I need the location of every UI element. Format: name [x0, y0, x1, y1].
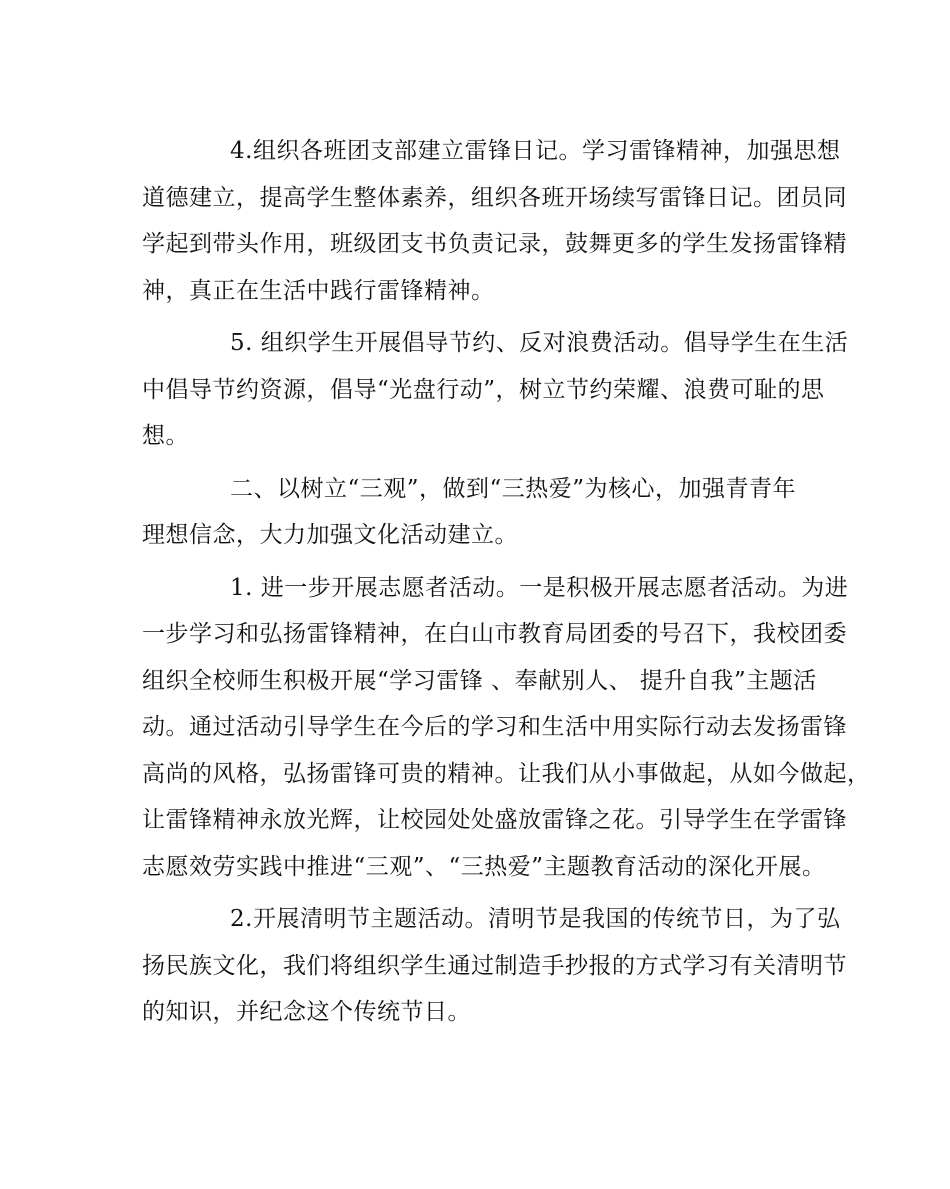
text-line: 组织全校师生积极开展“学习雷锋 、奉献别人、 提升自我”主题活: [142, 667, 817, 694]
text-line: 学起到带头作用，班级团支书负责记录，鼓舞更多的学生发扬雷锋精: [142, 231, 847, 257]
text-line: 中倡导节约资源，倡导“光盘行动”，树立节约荣耀、浪费可耻的思: [142, 376, 825, 403]
text-line: 理想信念，大力加强文化活动建立。: [142, 522, 518, 548]
paragraph-qingming: [142, 896, 847, 1036]
text-line: 动。通过活动引导学生在今后的学习和生活中用实际行动去发扬雷锋: [142, 714, 847, 740]
text-line: 想。: [142, 423, 189, 449]
paragraph-volunteer: [142, 565, 871, 891]
text-line: 一步学习和弘扬雷锋精神，在白山市教育局团委的号召下，我校团委: [142, 621, 847, 647]
text-line: 4.组织各班团支部建立雷锋日记。学习雷锋精神，加强思想: [230, 138, 841, 164]
text-line: 扬民族文化，我们将组织学生通过制造手抄报的方式学习有关清明节: [142, 952, 847, 979]
document-body: [142, 128, 871, 1042]
paragraph-leifeng-diary: [142, 128, 847, 314]
text-line: 二、以树立“三观”，做到“三热爱”为核心，加强青青年: [230, 475, 797, 502]
text-line: 让雷锋精神永放光辉，让校园处处盛放雷锋之花。引导学生在学雷锋: [142, 807, 847, 833]
text-line: 2.开展清明节主题活动。清明节是我国的传统节日，为了弘: [230, 906, 841, 932]
text-line: 志愿效劳实践中推进“三观”、“三热爱”主题教育活动的深化开展。: [142, 853, 826, 880]
text-line: 的知识，并纪念这个传统节日。: [142, 999, 471, 1025]
text-line: 1. 进一步开展志愿者活动。一是积极开展志愿者活动。为进: [230, 574, 849, 601]
text-line: 道德建立，提高学生整体素养，组织各班开场续写雷锋日记。团员同: [142, 184, 847, 211]
section-heading-two: [142, 466, 810, 559]
text-line: 神，真正在生活中践行雷锋精神。: [142, 277, 495, 304]
text-line: 5. 组织学生开展倡导节约、反对浪费活动。倡导学生在生活: [230, 330, 849, 356]
paragraph-anti-waste: [142, 320, 849, 460]
text-line: 高尚的风格，弘扬雷锋可贵的精神。让我们从小事做起，从如今做起，: [142, 760, 871, 787]
